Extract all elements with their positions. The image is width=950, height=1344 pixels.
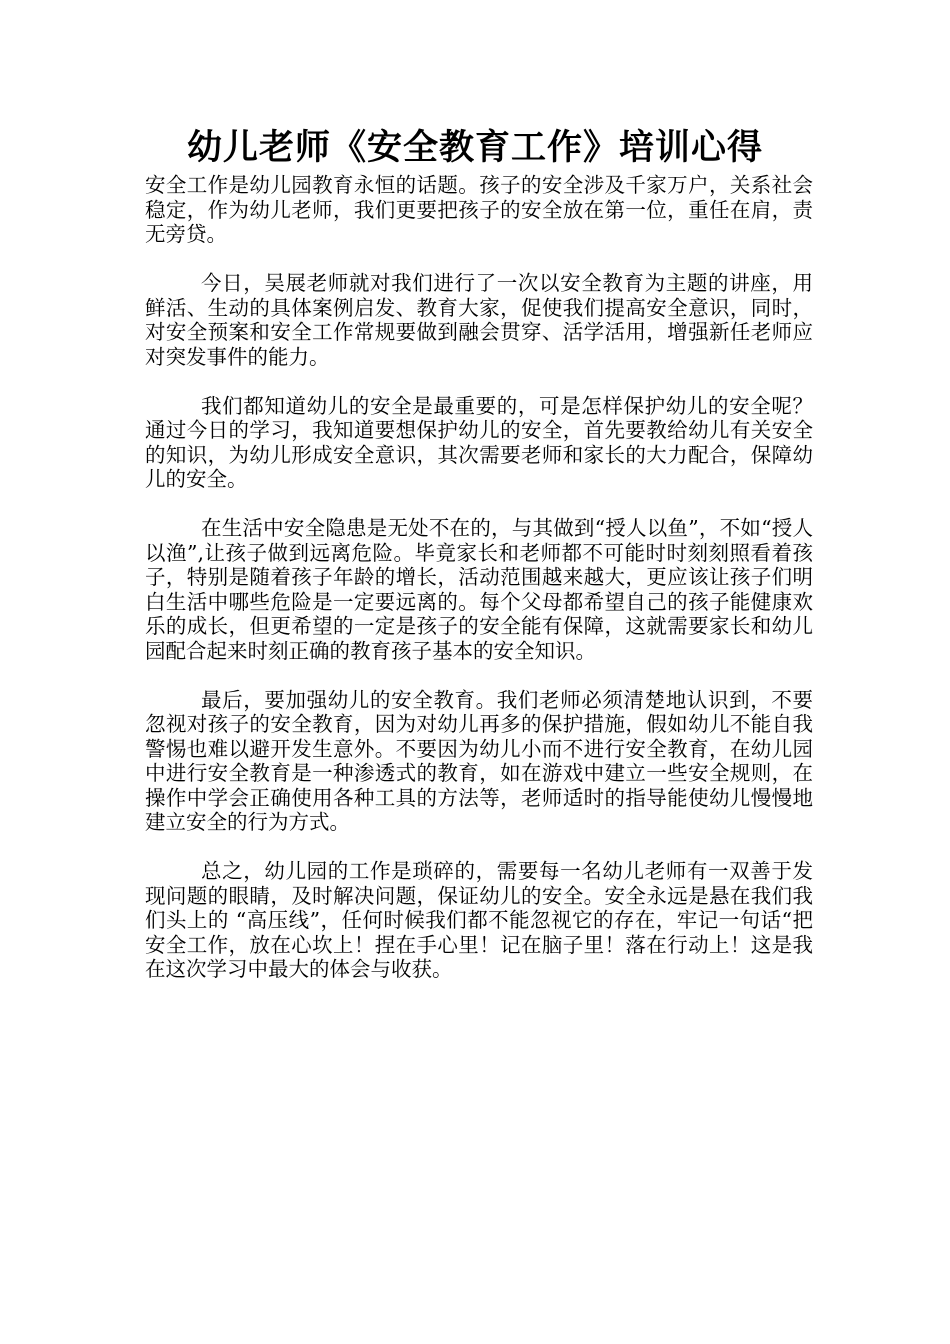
paragraph-intro: 安全工作是幼儿园教育永恒的话题。孩子的安全涉及千家万户，关系社会稳定，作为幼儿老师，我们更要把孩子的安全放在第一位，重任在肩，责无旁贷。: [145, 173, 813, 246]
document-title: 幼儿老师《安全教育工作》培训心得: [186, 127, 763, 168]
paragraph-conclusion: 总之，幼儿园的工作是琐碎的，需要每一名幼儿老师有一双善于发现问题的眼睛，及时解决问题，保证幼儿的安全。安全永远是悬在我们我们头上的 “高压线”，任何时候我们都不能忽视它的存在，牢记一句话“把安全工作，放在心坎上！捏在手心里！记在脑子里！落在行动上！这是我在这次学习中最大的体会与收获。: [145, 859, 813, 981]
paragraph-knowledge: 我们都知道幼儿的安全是最重要的，可是怎样保护幼儿的安全呢？通过今日的学习，我知道要想保护幼儿的安全，首先要教给幼儿有关安全的知识，为幼儿形成安全意识，其次需要老师和家长的大力配合，保障幼儿的安全。: [145, 393, 813, 491]
document-body: [145, 173, 813, 982]
paragraph-daily-life: 在生活中安全隐患是无处不在的，与其做到“授人以鱼”，不如“授人以渔”,让孩子做到远离危险。毕竟家长和老师都不可能时时刻刻照看着孩子，特别是随着孩子年龄的增长，活动范围越来越大，更应该让孩子们明白生活中哪些危险是一定要远离的。每个父母都希望自己的孩子能健康欢乐的成长，但更希望的一定是孩子的安全能有保障，这就需要家长和幼儿园配合起来时刻正确的教育孩子基本的安全知识。: [145, 516, 813, 663]
paragraph-lecture: 今日，吴展老师就对我们进行了一次以安全教育为主题的讲座，用鲜活、生动的具体案例启发、教育大家，促使我们提高安全意识，同时，对安全预案和安全工作常规要做到融会贯穿、活学活用，增强新任老师应对突发事件的能力。: [145, 271, 813, 369]
paragraph-strengthen: 最后，要加强幼儿的安全教育。我们老师必须清楚地认识到，不要忽视对孩子的安全教育，因为对幼儿再多的保护措施，假如幼儿不能自我警惕也难以避开发生意外。不要因为幼儿小而不进行安全教育，在幼儿园中进行安全教育是一种渗透式的教育，如在游戏中建立一些安全规则，在操作中学会正确使用各种工具的方法等，老师适时的指导能使幼儿慢慢地建立安全的行为方式。: [145, 687, 813, 834]
